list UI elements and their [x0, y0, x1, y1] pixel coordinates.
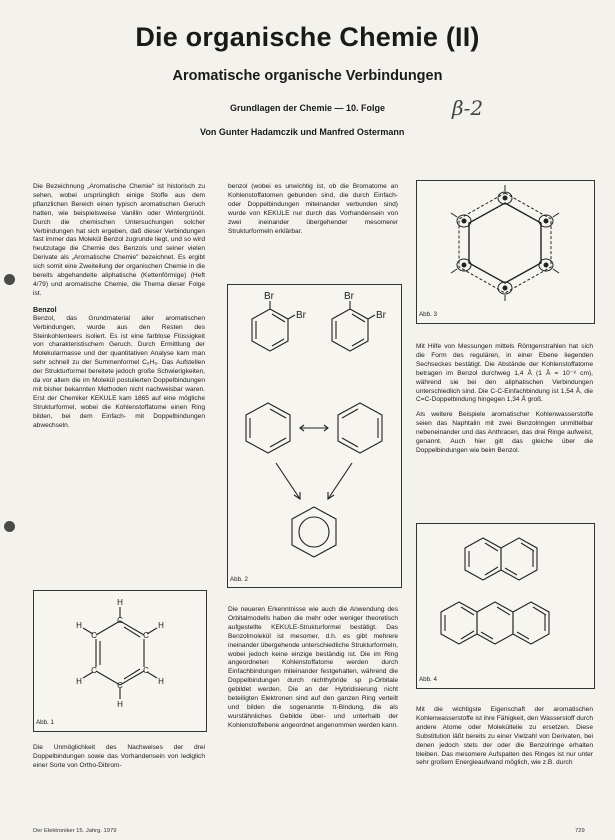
figure-4-caption: Abb. 4	[419, 676, 437, 683]
column-1	[33, 183, 205, 430]
bromine-label-4: Br	[376, 310, 386, 321]
punch-hole-bottom	[4, 521, 15, 532]
bromine-label-2: Br	[296, 310, 306, 321]
atom-h-4: H	[117, 700, 123, 709]
atom-c-1: C	[117, 616, 123, 625]
atom-h-1: H	[117, 598, 123, 607]
column-3-middle	[416, 343, 593, 456]
naphthalene-anthracene-diagram	[417, 524, 594, 674]
page-subtitle: Aromatische organische Verbindungen	[172, 68, 443, 84]
column-2-bottom	[228, 606, 398, 731]
atom-c-4: C	[117, 681, 123, 690]
column-1-bottom-paragraph: Die Unmöglichkeit des Nachweises der drei Doppelbindungen sowie das Vorhandensein von lediglich einer Sorte von Ortho-Dibrom-	[33, 744, 205, 769]
atom-h-3: H	[158, 677, 164, 686]
figure-3-caption: Abb. 3	[419, 311, 437, 318]
atom-c-6: C	[91, 631, 97, 640]
page-number: 729	[575, 828, 585, 834]
atom-h-5: H	[76, 677, 82, 686]
atom-h-6: H	[76, 621, 82, 630]
atom-h-2: H	[158, 621, 164, 630]
heading-benzol: Benzol	[33, 304, 57, 314]
punch-hole-top	[4, 274, 15, 285]
xray-paragraph: Mit Hilfe von Messungen mittels Röntgenstrahlen hat sich die Form des regulären, in einer Ebene liegenden Sechseckes bestätigt. Die Abstände der Kohlenstoffatome betragen im Benzol durchweg 1,4 Å (1 Å = 10⁻⁸ cm), während sie bei den aliphatischen Verbindungen unterschiedlich sind. Die C-C-Einfachbindung ist 1,54 Å, die C=C-Doppelbindung hingegen 1,34 Å groß.	[416, 343, 593, 404]
column-2-top	[228, 183, 398, 236]
column-3-bottom	[416, 706, 593, 768]
figure-2-frame	[227, 284, 402, 588]
handwritten-note: β-2	[452, 96, 484, 120]
page-title: Die organische Chemie (II)	[135, 22, 480, 52]
bromine-label-1: Br	[264, 291, 274, 302]
figure-2-caption: Abb. 2	[230, 576, 248, 583]
benzol-paragraph: Benzol, das Grundmaterial aller aromatischen Verbindungen, wurde aus den Resten des Steinkohlenteers isoliert. Es ist eine farblose Flüssigkeit von charakteristischem Geruch. Durch Ermittlung der Molekularmasse und der quantitativen Analyse kam man sehr schnell zu der Summenformel C₆H₆. Das Aufstellen der Strukturformel bereitete jedoch große Schwierigkeiten, da vor allem die im Molekül postulierten Doppelbindungen mit bisher bekannten Methoden nicht nachweisbar waren. Erst der Chemiker KEKULE kam 1865 auf eine mögliche Strukturformel, wobei die Kohlenstoffatome einen Ring bilden, bei dem Einfach- mit Doppelbindungen abwechseln.	[33, 314, 205, 429]
substitution-paragraph: Mit die wichtigste Eigenschaft der aromatischen Kohlenwasserstoffe ist ihre Fähigkeit, den Wasserstoff durch andere Atome oder Molekülteile zu ersetzen. Diese Substitution läßt bereits zu einer Vielzahl von Derivaten, bei denen jedoch stets der oder die Benzolringe erhalten bleiben. Das mesomere Aufspalten des Ringes ist nur unter sehr großem Energieaufwand möglich, wie z.B. durch	[416, 706, 593, 767]
naphthalene-paragraph: Als weitere Beispiele aromatischer Kohlenwasserstoffe seien das Naphtalin mit zwei Benzolringen unmittelbar nebeneinander und das Anthracen, das drei Ringe aufweist, genannt. Auch hier gilt das gleiche über die Doppelbindungen wie beim Benzol.	[416, 411, 593, 454]
authors-line: Von Gunter Hadamczik und Manfred Ostermann	[200, 127, 405, 137]
bromine-label-3: Br	[344, 291, 354, 302]
column-2-bottom-paragraph: Die neueren Erkenntnisse wie auch die Anwendung des Orbitalmodells haben die mehr oder weniger theoretisch aufgestellte KEKULE-Strukturformel bestätigt. Das Benzolmolekül ist mesomer, d.h. es gibt mehrere ineinander übergehende unterschiedliche Strukturformeln, wobei jedoch keine einzige beständig ist. Die im Ring angeordneten Kohlenstoffatome werden durch Einfachbindungen miteinander festgehalten, während die Doppelbindungen durch nichthybride sp p-Orbitale gebildet werden. Die an der Hybridisierung nicht beteiligten Elektronen sind auf den ganzen Ring verteilt und bilden die sogenannte π-Bindung, die als wurstähnliches Gebilde über- und unterhalb der Kohlenstoffebene angeordnet angenommen werden kann.	[228, 606, 398, 729]
atom-c-2: C	[143, 631, 149, 640]
atom-c-3: C	[143, 666, 149, 675]
kekule-mesomerism-diagram	[228, 285, 401, 577]
footer-journal: Der Elektroniker 15. Jahrg. 1979	[33, 828, 117, 834]
figure-1-frame	[33, 590, 207, 732]
figure-3-frame	[416, 180, 595, 324]
series-label: Grundlagen der Chemie — 10. Folge	[230, 103, 386, 113]
orbital-model-diagram	[417, 181, 594, 309]
atom-c-5: C	[91, 666, 97, 675]
benzene-kekule-structure	[34, 591, 206, 715]
intro-paragraph: Die Bezeichnung „Aromatische Chemie" ist historisch zu sehen, wobei ursprünglich einige Stoffe aus dem pflanzlichen Bereich einen typisch aromatischen Geruch hatten, wie beispielsweise Vanillin oder Wintergrünöl. Durch die chemischen Untersuchungen solcher Verbindungen hat sich ergeben, daß dieser Verbindungen fast immer das Molekül Benzol zugrunde liegt, und so wird heutzutage die Chemie des Benzols und seiner vielen Derivate als „Aromatische Chemie" bezeichnet. Es ergibt sich somit eine Zweiteilung der organischen Chemie in die bereits abgehandelte aliphatische (Kettenförmige) (Heft 4/79) und aromatische Chemie, die Thema dieser Folge ist.	[33, 183, 205, 297]
column-1-bottom	[33, 744, 205, 771]
figure-1-caption: Abb. 1	[36, 719, 54, 726]
figure-4-frame	[416, 523, 595, 689]
column-2-top-paragraph: benzol (wobei es unwichtig ist, ob die Bromatome an Kohlenstoffatomen gebunden sind, die durch Einfach- oder Doppelbindungen miteinander verbunden sind) wurde von KEKULE nur durch das Vorhandensein von zwei ineinander übergehender mesomerer Strukturformeln erklärbar.	[228, 183, 398, 235]
